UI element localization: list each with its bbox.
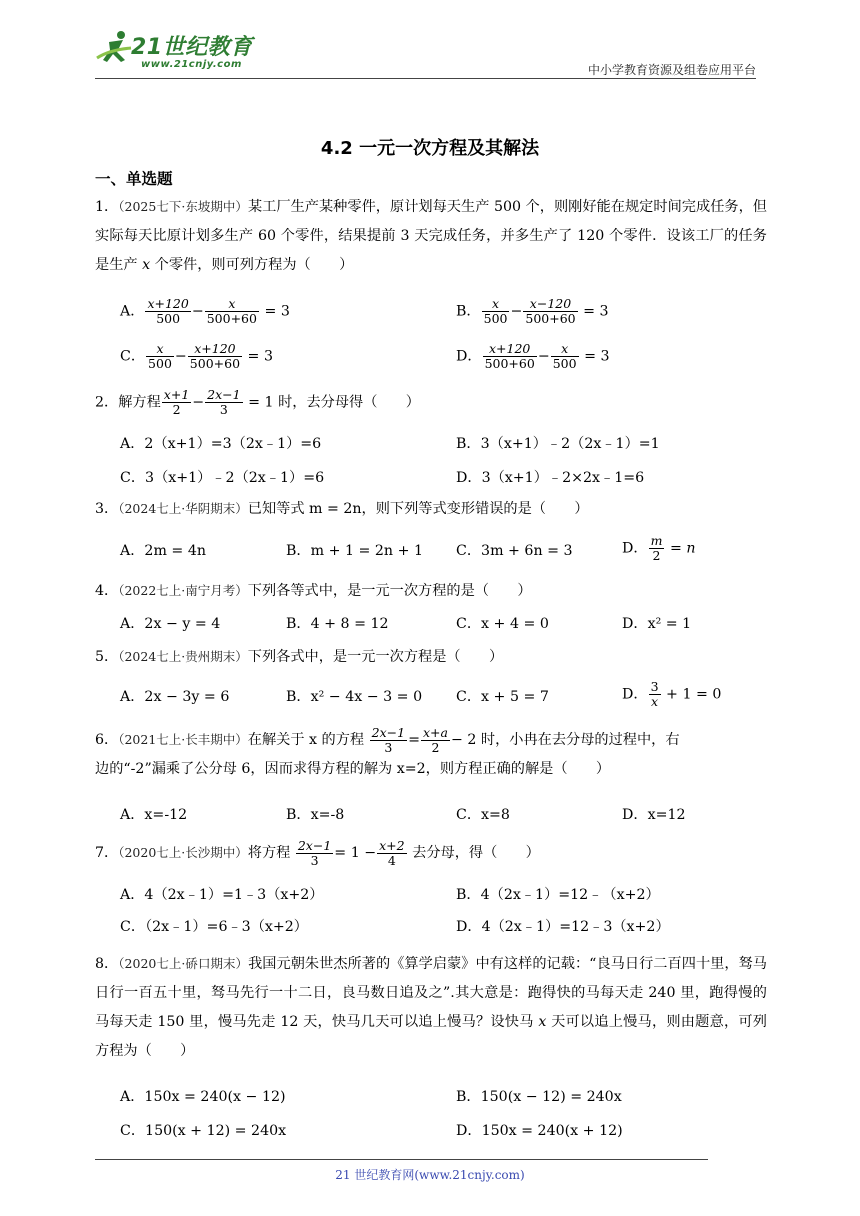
option-5d[interactable]: D． $\frac{3}{x}$ + 1 = 0 [622, 679, 722, 709]
option-7a[interactable]: A．4（2x﹣1）=1﹣3（x+2） [120, 887, 324, 903]
option-label: D． [456, 348, 482, 365]
option-3c[interactable]: C．3m + 6n = 3 [456, 543, 573, 559]
question-source: （2020七上·硚口期末） [118, 956, 249, 971]
question-source: （2025七下·东坡期中） [118, 199, 248, 214]
option-6b[interactable]: B．x=-8 [286, 807, 345, 823]
question-text-2: 天可以追上慢马，则由题意，可列方程为（ ） [95, 1014, 767, 1059]
fraction: $\frac{x}{500}$ [483, 296, 508, 326]
question-4 [95, 576, 767, 606]
fraction: $\frac{3}{x}$ [650, 679, 659, 709]
option-3b[interactable]: B．m + 1 = 2n + 1 [286, 543, 424, 559]
question-number: 4． [95, 583, 119, 599]
option-8b[interactable]: B．150(x − 12) = 240x [456, 1089, 622, 1105]
option-8c[interactable]: C．150(x + 12) = 240x [120, 1123, 287, 1139]
question-text-3: 边的“-2”漏乘了公分母 6，因而求得方程的解为 x=2，则方程正确的解是（ ） [95, 761, 611, 777]
fraction: $\frac{2x-1}{3}$ [297, 837, 332, 868]
logo-text: 21世纪教育 [131, 35, 253, 60]
question-text-2: 时，小冉在去分母的过程中，右 [480, 732, 680, 748]
question-source: （2020七上·长沙期中） [118, 845, 248, 860]
option-4d[interactable]: D．x² = 1 [622, 616, 692, 632]
option-label: D． [622, 540, 648, 557]
question-text-2: 去分母，得（ ） [412, 845, 540, 861]
fraction: $\frac{x+120}{500}$ [147, 296, 189, 326]
option-3a[interactable]: A．2m = 4n [120, 543, 206, 559]
option-1b[interactable]: B． $\frac{x}{500}$ − $\frac{x-120}{500+60}$ = 3 [456, 296, 609, 326]
option-5a[interactable]: A．2x − 3y = 6 [120, 689, 230, 705]
question-source: （2022七上·南宁月考） [118, 583, 248, 598]
option-5c[interactable]: C．x + 5 = 7 [456, 689, 549, 705]
question-number: 5． [95, 649, 119, 665]
platform-label: 中小学教育资源及组卷应用平台 [587, 63, 756, 77]
option-1c[interactable]: C． $\frac{x}{500}$ − $\frac{x+120}{500+60}$ = 3 [120, 341, 273, 371]
question-number: 3． [95, 501, 119, 517]
question-text: 下列各式中，是一元一次方程是（ ） [247, 649, 504, 665]
question-text-2: 个零件，则可列方程为（ ） [154, 257, 354, 273]
question-text: 已知等式 m = 2n，则下列等式变形错误的是（ ） [247, 501, 589, 517]
question-number: 7． [95, 845, 119, 861]
question-source: （2024七上·贵州期末） [118, 649, 248, 664]
question-3 [95, 494, 767, 524]
fraction: $\frac{x+2}{4}$ [379, 837, 405, 868]
fraction: $\frac{x}{500}$ [148, 341, 172, 371]
question-source: （2021七上·长丰期中） [118, 732, 248, 747]
question-number: 2． [95, 394, 119, 411]
option-6a[interactable]: A．x=-12 [120, 807, 188, 823]
option-7d[interactable]: D．4（2x﹣1）=12﹣3（x+2） [456, 919, 670, 935]
fraction: $\frac{x}{500}$ [552, 341, 577, 371]
question-text: 下列各等式中，是一元一次方程的是（ ） [247, 583, 532, 599]
question-2: 2．解方程 $\frac{x+1}{2}$ − $\frac{2x-1}{3}$ = 1 时，去分母得（ ） [95, 387, 420, 417]
option-label: C． [120, 348, 146, 365]
option-1d[interactable]: D． $\frac{x+120}{500+60}$ − $\frac{x}{500}$ = 3 [456, 341, 610, 371]
footer-divider [95, 1159, 708, 1160]
option-6c[interactable]: C．x=8 [456, 807, 510, 823]
question-number: 1． [95, 199, 119, 215]
option-4b[interactable]: B．4 + 8 = 12 [286, 616, 389, 632]
header-divider [95, 78, 756, 79]
question-number: 6． [95, 732, 119, 748]
option-1a[interactable]: A． $\frac{x+120}{500}$ − $\frac{x}{500+60}$ = 3 [120, 296, 290, 326]
question-8 [95, 949, 767, 1066]
question-text-2: 时，去分母得（ ） [278, 394, 420, 411]
option-2d[interactable]: D．3（x+1）﹣2×2x﹣1=6 [456, 470, 645, 486]
option-6d[interactable]: D．x=12 [622, 807, 686, 823]
option-label: A． [120, 303, 145, 320]
fraction: $\frac{x}{500+60}$ [206, 296, 257, 326]
question-number: 8． [95, 956, 119, 972]
question-text: 我国元朝朱世杰所著的《算学启蒙》中有这样的记载：“良马日行二百四十里，驽马日行一百五十里，驽马先行一十二日，良马数日追及之”.其大意是：跑得快的马每天走 240 里，跑得慢的马每天走 150 里，慢马先走 12 天，快马几天可以追上慢马？设快马 [95, 956, 767, 1030]
option-7b[interactable]: B．4（2x﹣1）=12﹣（x+2） [456, 887, 660, 903]
runner-icon [95, 28, 135, 68]
question-text: 解方程 [118, 394, 161, 411]
fraction: $\frac{m}{2}$ [650, 533, 663, 563]
fraction: $\frac{x+120}{500+60}$ [484, 341, 535, 371]
question-text: 在解关于 x 的方程 [247, 732, 365, 748]
question-5 [95, 642, 767, 672]
fraction: $\frac{x+a}{2}$ [422, 724, 448, 755]
fraction: $\frac{x+1}{2}$ [163, 387, 190, 417]
option-4c[interactable]: C．x + 4 = 0 [456, 616, 549, 632]
page-title: 4.2 一元一次方程及其解法 [320, 138, 540, 159]
option-label: B． [456, 303, 481, 320]
question-source: （2024七上·华阴期末） [118, 501, 248, 516]
fraction: $\frac{x+120}{500+60}$ [189, 341, 241, 371]
logo-url: www.21cnjy.com [141, 59, 242, 70]
option-2a[interactable]: A．2（x+1）=3（2x﹣1）=6 [120, 436, 322, 452]
footer-link[interactable]: 21 世纪教育网(www.21cnjy.com) [335, 1168, 525, 1182]
option-7c[interactable]: C．（2x﹣1）=6﹣3（x+2） [120, 919, 308, 935]
option-2c[interactable]: C．3（x+1）﹣2（2x﹣1）=6 [120, 470, 325, 486]
option-4a[interactable]: A．2x − y = 4 [120, 616, 221, 632]
question-6: 6．（2021七上·长丰期中）在解关于 x 的方程 $\frac{2x-1}{3}$ = $\frac{x+a}{2}$ − 2 时，小冉在去分母的过程中，右 边的“-2”漏乘了公分母 6，因而求得方程的解为 x=2，则方程正确的解是（ ） [95, 724, 680, 777]
option-8a[interactable]: A．150x = 240(x − 12) [120, 1089, 286, 1105]
option-5b[interactable]: B．x² − 4x − 3 = 0 [286, 689, 423, 705]
option-label: D． [622, 686, 648, 703]
option-8d[interactable]: D．150x = 240(x + 12) [456, 1123, 623, 1139]
variable: x [538, 1014, 547, 1030]
option-2b[interactable]: B．3（x+1）﹣2（2x﹣1）=1 [456, 436, 660, 452]
variable: x [142, 257, 151, 273]
question-text: 某工厂生产某种零件，原计划每天生产 500 个，则刚好能在规定时间完成任务，但实际每天比原计划多生产 60 个零件，结果提前 3 天完成任务，并多生产了 120 个零件．设该工厂的任务是生产 [95, 199, 767, 273]
fraction: $\frac{2x-1}{3}$ [207, 387, 241, 417]
option-3d[interactable]: D． $\frac{m}{2}$ = n [622, 533, 696, 563]
question-text: 将方程 [247, 845, 291, 861]
question-7: 7．（2020七上·长沙期中）将方程 $\frac{2x-1}{3}$ = 1 − $\frac{x+2}{4}$ 去分母，得（ ） [95, 837, 540, 868]
question-1 [95, 192, 767, 280]
fraction: $\frac{2x-1}{3}$ [371, 724, 406, 755]
section-heading: 一、单选题 [95, 170, 173, 188]
site-logo[interactable] [95, 34, 260, 78]
fraction: $\frac{x-120}{500+60}$ [525, 296, 576, 326]
